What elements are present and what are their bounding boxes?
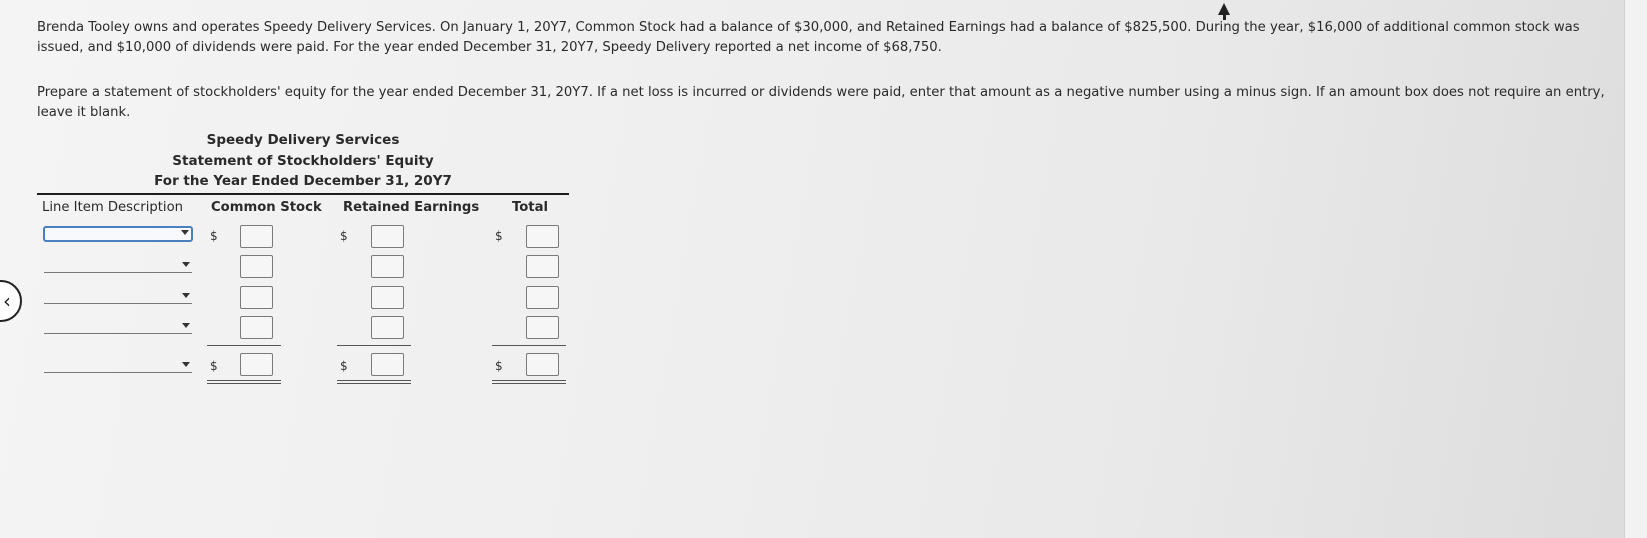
subtotal-rule [337,345,411,346]
retained-earnings-amount-input[interactable] [371,353,404,376]
total-amount-input[interactable] [526,353,559,376]
problem-intro: Brenda Tooley owns and operates Speedy Delivery Services. On January 1, 20Y7, Common Stock had a balance of $30,000, and Retained Earnings had a balance of $825,500. During the year, $16,000 of additional common stock was issued, and $10,000 of dividends were paid. For the year ended December 31, 20Y7, Speedy Delivery reported a net income of $68,750. [37,20,1580,55]
caret-down-icon [182,262,190,267]
line-item-select[interactable] [44,320,192,334]
line-item-select[interactable] [43,226,193,242]
common-stock-amount-input[interactable] [240,255,273,278]
retained-earnings-amount-input[interactable] [371,316,404,339]
total-amount-input[interactable] [526,316,559,339]
caret-down-icon [182,293,190,298]
chevron-left-icon: ‹ [3,289,11,313]
dollar-sign: $ [210,229,218,243]
common-stock-amount-input[interactable] [240,353,273,376]
retained-earnings-amount-input[interactable] [371,286,404,309]
back-button[interactable] [0,280,22,322]
column-header-description: Line Item Description [42,200,183,215]
total-double-rule [337,380,411,384]
retained-earnings-amount-input[interactable] [371,225,404,248]
subtotal-rule [207,345,281,346]
dollar-sign: $ [340,229,348,243]
common-stock-amount-input[interactable] [240,316,273,339]
statement-title: Statement of Stockholders' Equity [172,153,434,169]
line-item-select[interactable] [44,359,192,373]
total-amount-input[interactable] [526,225,559,248]
total-amount-input[interactable] [526,255,559,278]
line-item-select[interactable] [44,259,192,273]
dollar-sign: $ [340,359,348,373]
mouse-pointer-icon [1218,3,1230,15]
retained-earnings-amount-input[interactable] [371,255,404,278]
line-item-select[interactable] [44,290,192,304]
common-stock-amount-input[interactable] [240,225,273,248]
subtotal-rule [492,345,566,346]
column-header-total: Total [512,200,549,215]
header-rule [37,193,569,195]
total-amount-input[interactable] [526,286,559,309]
statement-period: For the Year Ended December 31, 20Y7 [154,173,452,189]
dollar-sign: $ [495,229,503,243]
dollar-sign: $ [495,359,503,373]
caret-down-icon [182,323,190,328]
column-header-common-stock: Common Stock [211,200,322,215]
caret-down-icon [181,230,189,235]
dollar-sign: $ [210,359,218,373]
column-header-retained-earnings: Retained Earnings [343,200,480,215]
common-stock-amount-input[interactable] [240,286,273,309]
caret-down-icon [182,362,190,367]
statement-company: Speedy Delivery Services [206,132,400,148]
problem-instructions: Prepare a statement of stockholders' equity for the year ended December 31, 20Y7. If a net loss is incurred or dividends were paid, enter that amount as a negative number using a minus sign. If an amount box does not require an entry, leave it blank. [37,85,1605,120]
total-double-rule [207,380,281,384]
total-double-rule [492,380,566,384]
right-panel-edge [1624,0,1647,538]
